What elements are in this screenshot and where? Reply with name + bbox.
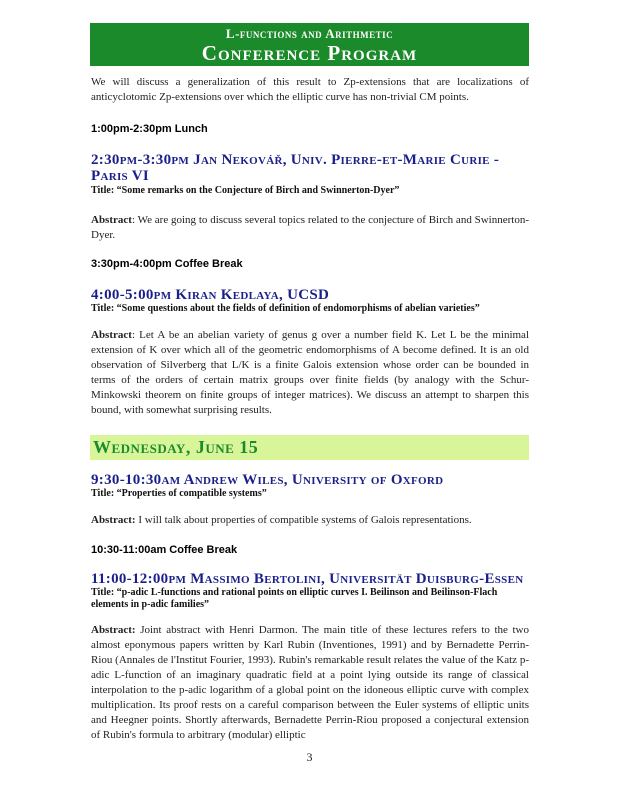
talk-header: 4:00-5:00pm Kiran Kedlaya, UCSD: [91, 287, 330, 303]
day-header-bar: [90, 435, 529, 460]
abstract-label: Abstract:: [91, 624, 136, 636]
talk-title: Title: “p-adic L-functions and rational points on elliptic curves I. Beilinson and Beilinson-Flach elements in p-adic families”: [91, 587, 498, 610]
talk-header: 9:30-10:30am Andrew Wiles, University of Oxford: [91, 472, 444, 488]
talk-title: Title: “Some remarks on the Conjecture of Birch and Swinnerton-Dyer”: [91, 185, 400, 196]
day-header: Wednesday, June 15: [93, 437, 259, 457]
abstract-text: I will talk about properties of compatible systems of Galois representations.: [135, 514, 472, 526]
talk-nekovar: [91, 152, 529, 243]
talk-abstract: [91, 328, 529, 418]
abstract-label: Abstract: [91, 214, 132, 226]
talk-header: 11:00-12:00pm Massimo Bertolini, Universität Duisburg-Essen: [91, 571, 524, 587]
abstract-text: : Let A be an abelian variety of genus g over a number field K. Let L be the minimal extension of K over which all of the geometric endomorphisms of A become defined. It is an old observation of Silverberg that L/K is a finite Galois extension whose order can be bounded in terms of the orders of certain matrix groups over finite fields (by analogy with the Schur-Minkowski theorem on finite groups of integer matrices). We discuss an attempt to sharpen this bound, with somewhat surprising results.: [91, 329, 529, 416]
talk-abstract: [91, 513, 529, 528]
intro-paragraph: We will discuss a generalization of this result to Zp-extensions that are localizations of anticyclotomic Zp-extensions over which the elliptic curve has non-trivial CM points.: [91, 76, 529, 103]
talk-bertolini: [91, 571, 529, 743]
talk-abstract: [91, 213, 529, 243]
talk-kedlaya: [91, 287, 529, 418]
banner-title: Conference Program: [201, 41, 418, 65]
talk-title: Title: “Properties of compatible systems”: [91, 488, 267, 499]
coffee-break-1: 3:30pm-4:00pm Coffee Break: [91, 258, 243, 270]
banner-subtitle: L-functions and Arithmetic: [225, 26, 394, 41]
coffee-break-2: 10:30-11:00am Coffee Break: [91, 544, 238, 556]
talk-wiles: [91, 472, 529, 528]
talk-title: Title: “Some questions about the fields of definition of endomorphisms of abelian varieties”: [91, 303, 480, 314]
abstract-text: Joint abstract with Henri Darmon. The main title of these lectures refers to the two almost eponymous papers written by Karl Rubin (Inventiones, 1991) and by Bernadette Perrin-Riou (Annales de l'Institut Fourier, 1993). Rubin's remarkable result relates the value of the Katz p-adic L-function of an imaginary quadratic field at a point lying outside its range of classical interpolation to the p-adic logarithm of a global point on the idoneous elliptic curve with complex multiplication. Its proof rests on a careful comparison between the Euler systems of elliptic units and Heegner points. Shortly afterwards, Bernadette Perrin-Riou proposed a conjectural extension of Rubin's formula to arbitrary (modular) elliptic: [91, 624, 529, 741]
abstract-text: : We are going to discuss several topics related to the conjecture of Birch and Swinnerton-Dyer.: [91, 214, 529, 241]
lunch-break: 1:00pm-2:30pm Lunch: [91, 123, 208, 135]
conference-banner: [90, 23, 529, 66]
page-number: 3: [306, 750, 313, 764]
abstract-label: Abstract:: [91, 514, 136, 526]
abstract-label: Abstract: [91, 329, 132, 341]
talk-abstract: [91, 623, 529, 743]
talk-header: 2:30pm-3:30pm Jan Nekovář, Univ. Pierre-et-Marie Curie - Paris VI: [91, 152, 500, 184]
intro-section: [91, 75, 529, 105]
